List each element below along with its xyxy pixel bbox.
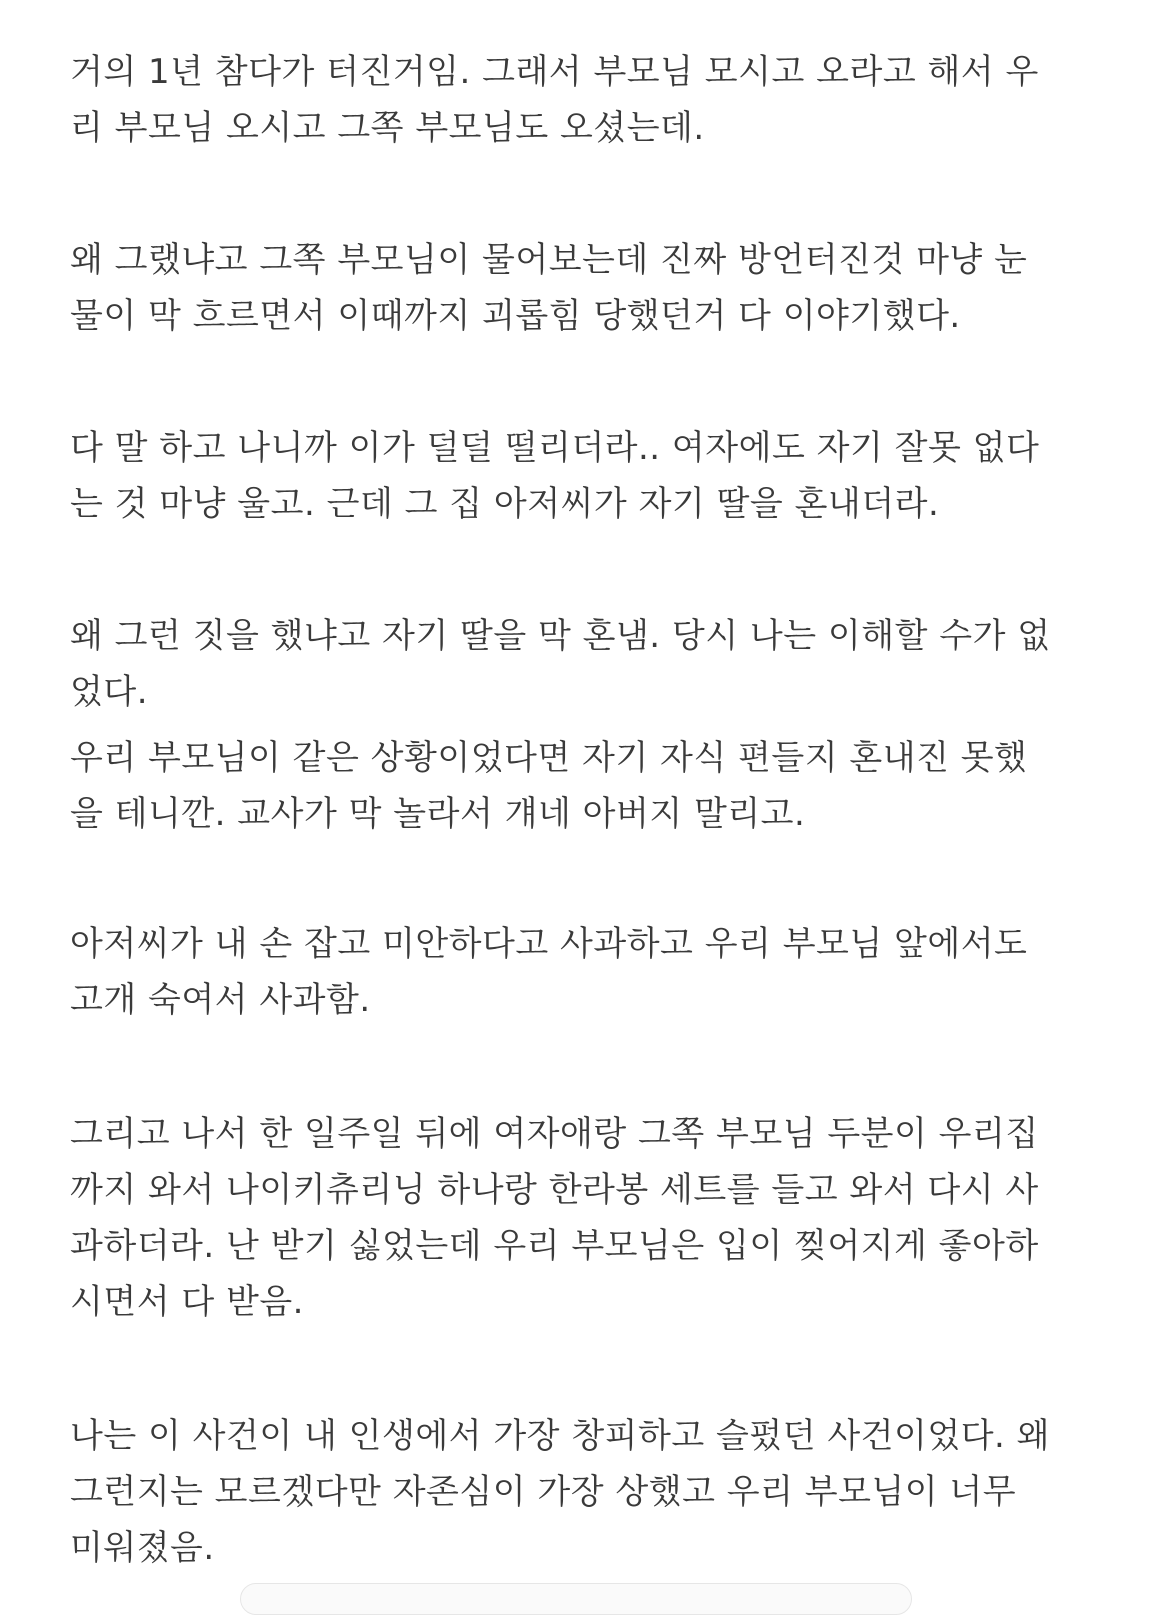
text-line: 그리고 나서 한 일주일 뒤에 여자애랑 그쪽 부모님 두분이 우리집 xyxy=(70,1114,1039,1154)
bottom-action-bar[interactable] xyxy=(240,1583,912,1615)
text-line: 나는 이 사건이 내 인생에서 가장 창피하고 슬펐던 사건이었다. 왜 xyxy=(70,1416,1051,1456)
text-line: 미워졌음. xyxy=(70,1528,215,1568)
text-line: 을 테니깐. 교사가 막 놀라서 걔네 아버지 말리고. xyxy=(70,794,806,834)
text-line: 까지 와서 나이키츄리닝 하나랑 한라봉 세트를 들고 와서 다시 사 xyxy=(70,1170,1039,1210)
text-line: 아저씨가 내 손 잡고 미안하다고 사과하고 우리 부모님 앞에서도 xyxy=(70,924,1028,964)
text-line: 그런지는 모르겠다만 자존심이 가장 상했고 우리 부모님이 너무 xyxy=(70,1472,1017,1512)
text-line: 었다. xyxy=(70,672,148,712)
text-line: 왜 그런 짓을 했냐고 자기 딸을 막 혼냄. 당시 나는 이해할 수가 없 xyxy=(70,616,1051,656)
text-line: 거의 1년 참다가 터진거임. 그래서 부모님 모시고 오라고 해서 우 xyxy=(70,52,1039,92)
text-line: 다 말 하고 나니까 이가 덜덜 떨리더라.. 여자에도 자기 잘못 없다 xyxy=(70,428,1040,468)
text-line: 우리 부모님이 같은 상황이었다면 자기 자식 편들지 혼내진 못했 xyxy=(70,738,1028,778)
text-line: 시면서 다 받음. xyxy=(70,1282,304,1322)
text-line: 리 부모님 오시고 그쪽 부모님도 오셨는데. xyxy=(70,108,705,148)
text-line: 과하더라. 난 받기 싫었는데 우리 부모님은 입이 찢어지게 좋아하 xyxy=(70,1226,1039,1266)
text-line: 고개 숙여서 사과함. xyxy=(70,980,371,1020)
text-line: 왜 그랬냐고 그쪽 부모님이 물어보는데 진짜 방언터진것 마냥 눈 xyxy=(70,240,1028,280)
text-line: 물이 막 흐르면서 이때까지 괴롭힘 당했던거 다 이야기했다. xyxy=(70,296,961,336)
text-line: 는 것 마냥 울고. 근데 그 집 아저씨가 자기 딸을 혼내더라. xyxy=(70,484,940,524)
